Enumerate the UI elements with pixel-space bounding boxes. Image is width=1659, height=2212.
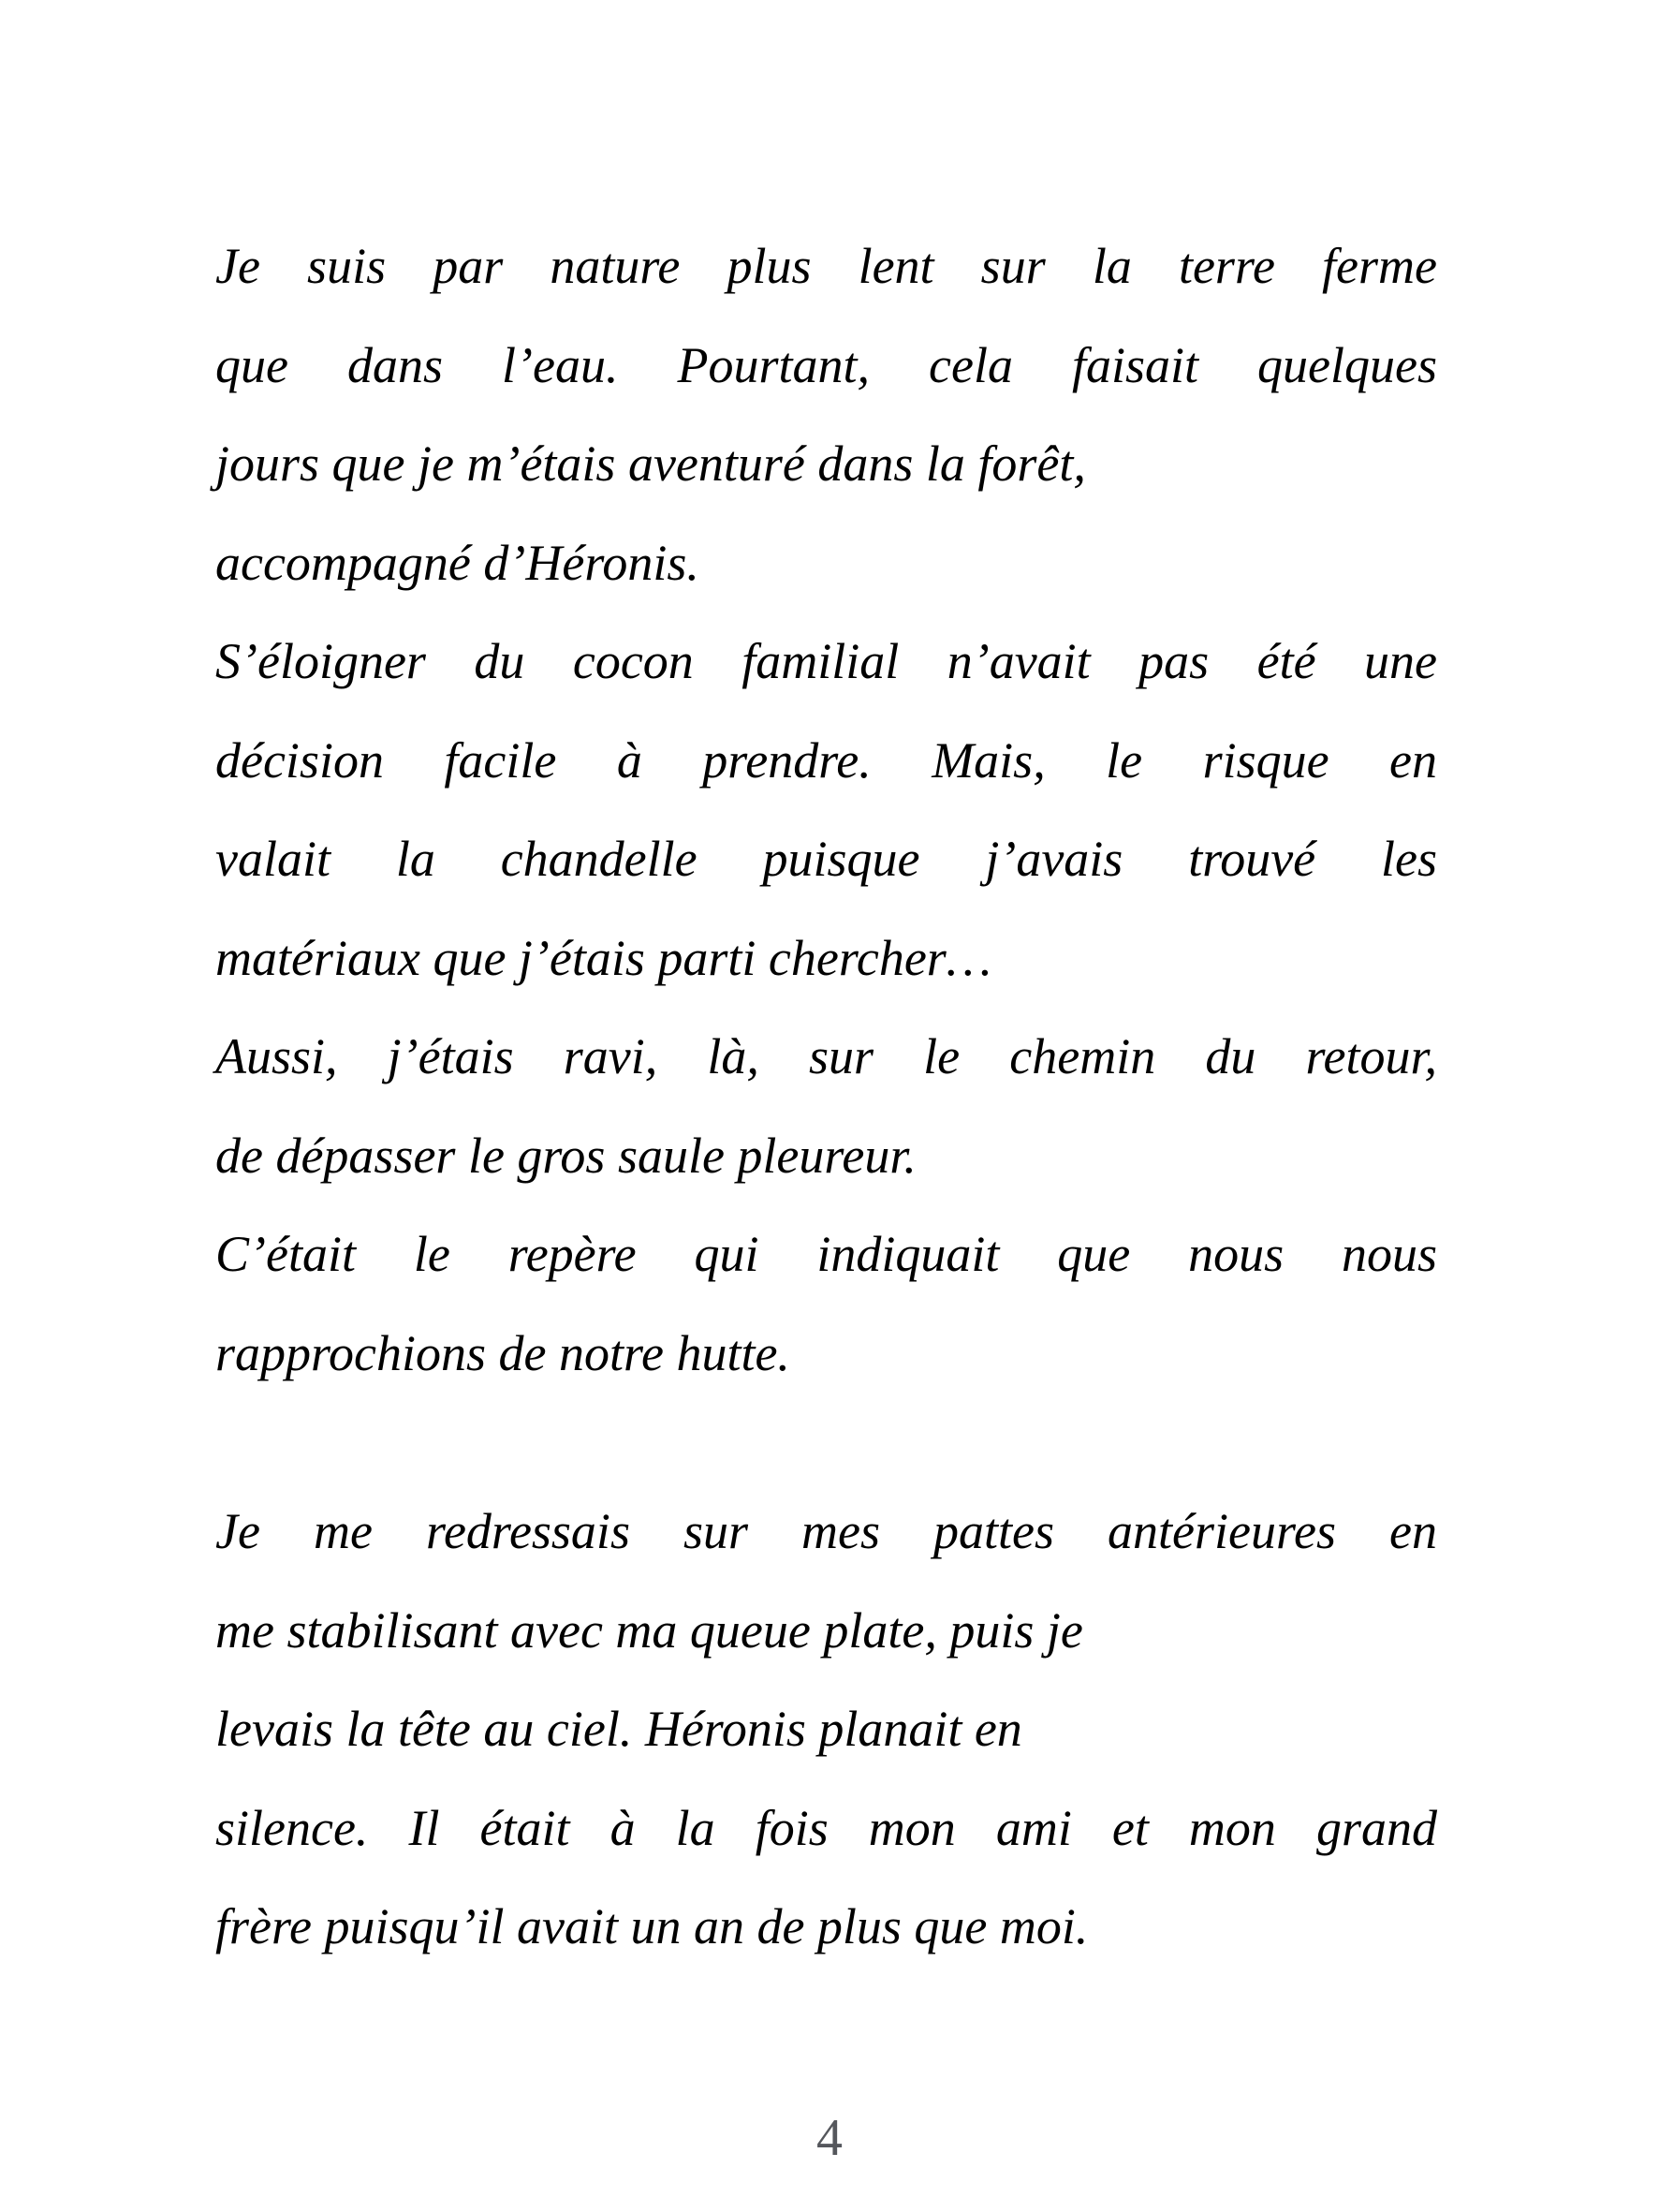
text-line: me stabilisant avec ma queue plate, puis je: [215, 1601, 1083, 1659]
page-number: 4: [816, 2109, 843, 2167]
text-line: jours que je m’étais aventuré dans la forêt,: [215, 435, 1086, 492]
body-text: [215, 217, 1437, 1977]
text-line: Je me redressais sur mes pattes antérieures en: [215, 1503, 1437, 1559]
text-line: valait la chandelle puisque j’avais trouvé les: [215, 831, 1437, 887]
text-line: silence. Il était à la fois mon ami et mon grand: [215, 1799, 1437, 1856]
text-line: S’éloigner du cocon familial n’avait pas été une: [215, 633, 1437, 689]
text-line: frère puisqu’il avait un an de plus que moi.: [215, 1898, 1089, 1954]
text-line: rapprochions de notre hutte.: [215, 1324, 790, 1381]
text-line: Je suis par nature plus lent sur la terre ferme: [215, 238, 1437, 294]
text-line: C’était le repère qui indiquait que nous nous: [215, 1226, 1437, 1282]
text-line: décision facile à prendre. Mais, le risque en: [215, 731, 1437, 789]
text-line: levais la tête au ciel. Héronis planait en: [215, 1701, 1022, 1757]
text-line: matériaux que j’étais parti chercher…: [215, 929, 991, 986]
text-line: accompagné d’Héronis.: [215, 534, 699, 591]
text-line: de dépasser le gros saule pleureur.: [215, 1127, 917, 1184]
text-line: que dans l’eau. Pourtant, cela faisait quelques: [215, 336, 1437, 393]
text-line: Aussi, j’étais ravi, là, sur le chemin du retour,: [215, 1028, 1437, 1084]
paragraph-gap: [215, 1403, 1437, 1482]
